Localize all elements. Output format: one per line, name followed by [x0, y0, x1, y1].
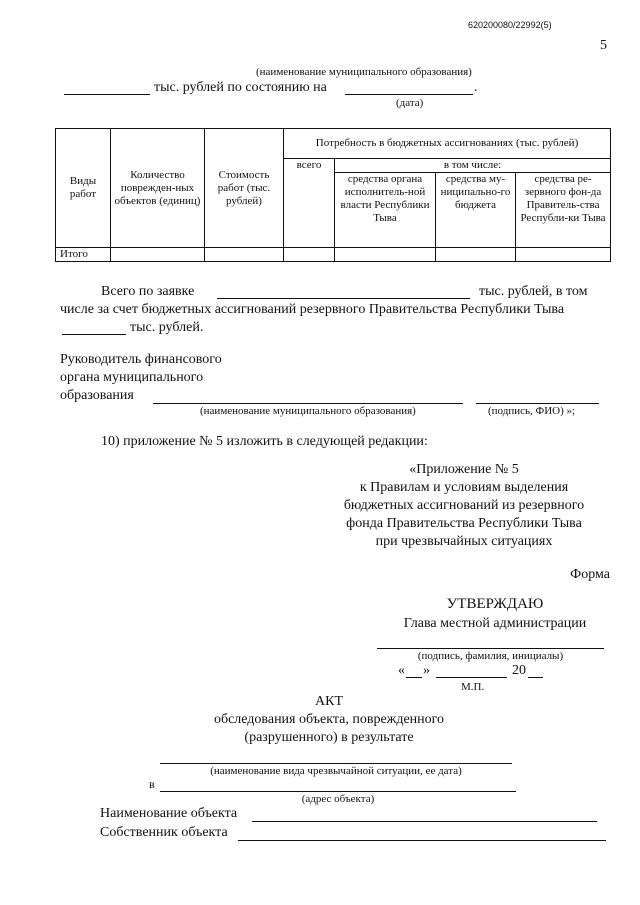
- table-cell: [205, 248, 284, 262]
- approve-stamp: М.П.: [461, 681, 485, 693]
- date-caption: (дата): [396, 97, 424, 109]
- approve-sign-line: [377, 648, 604, 649]
- date-blank-line: [345, 94, 473, 95]
- col-need: Потребность в бюджетных ассигнованиях (тыс. рублей): [284, 129, 611, 159]
- summary-blank-line: [217, 298, 470, 299]
- act-title: АКТ: [315, 694, 343, 709]
- page-number: 5: [600, 38, 607, 53]
- table-cell: [335, 248, 436, 262]
- address-line: [160, 791, 516, 792]
- table-cell: [111, 248, 205, 262]
- summary-line1-end: тыс. рублей, в том: [479, 284, 588, 299]
- act-line1: обследования объекта, поврежденного: [213, 712, 445, 727]
- emergency-line: [160, 763, 512, 764]
- appendix-header: [330, 461, 598, 551]
- appendix-line5: при чрезвычайных ситуациях: [375, 534, 553, 549]
- item-10: 10) приложение № 5 изложить в следующей редакции:: [101, 434, 428, 449]
- table-cell: [284, 248, 335, 262]
- summary-line3-end: тыс. рублей.: [130, 320, 204, 335]
- approve-subtitle: Глава местной администрации: [403, 616, 587, 631]
- amount-line-end: .: [474, 80, 478, 95]
- approve-month-line: [436, 677, 507, 678]
- amount-line-text: тыс. рублей по состоянию на: [154, 80, 327, 95]
- document-id: 620200080/22992(5): [468, 20, 552, 30]
- signature-line2: органа муниципального: [60, 370, 204, 385]
- col-including: в том числе:: [335, 159, 611, 173]
- budget-needs-table: [55, 128, 611, 262]
- col-work-types: Виды работ: [56, 129, 111, 248]
- table-cell: [516, 248, 611, 262]
- municipality-caption: (наименование муниципального образования): [256, 66, 472, 78]
- amount-blank-line: [64, 94, 150, 95]
- appendix-line4: фонда Правительства Республики Тыва: [346, 516, 582, 531]
- appendix-line3: бюджетных ассигнований из резервного: [343, 498, 585, 513]
- table-cell: [436, 248, 516, 262]
- form-label: Форма: [570, 567, 610, 582]
- owner-label: Собственник объекта: [100, 825, 228, 840]
- signature-sign-line: [476, 403, 599, 404]
- act-caption-address: (адрес объекта): [301, 793, 375, 805]
- approve-date-open: «: [398, 663, 405, 678]
- approve-title: УТВЕРЖДАЮ: [446, 596, 544, 612]
- approve-year-line: [528, 677, 543, 678]
- approve-year-prefix: 20: [512, 663, 526, 678]
- appendix-line2: к Правилам и условиям выделения: [359, 480, 569, 495]
- summary-line2: числе за счет бюджетных ассигнований резервного Правительства Республики Тыва: [60, 302, 565, 317]
- signature-caption-sign: (подпись, ФИО) »;: [488, 405, 576, 417]
- act-caption-emergency: (наименование вида чрезвычайной ситуации, ее дата): [210, 765, 462, 777]
- approve-day-line: [406, 677, 422, 678]
- table-row: [56, 248, 611, 262]
- col-total: всего: [284, 159, 335, 248]
- approve-caption: (подпись, фамилия, инициалы): [417, 650, 564, 662]
- act-line2: (разрушенного) в результате: [244, 730, 414, 745]
- signature-line3: образования: [60, 388, 134, 403]
- col-reserve-funds: средства ре-зервного фон-да Правитель-ства Республи-ки Тыва: [516, 173, 611, 248]
- summary-blank-line-2: [62, 334, 126, 335]
- object-name-label: Наименование объекта: [100, 806, 238, 821]
- approve-date-close: »: [423, 663, 430, 678]
- owner-line: [238, 840, 606, 841]
- summary-line1-start: Всего по заявке: [101, 284, 195, 299]
- total-row-label: Итого: [56, 248, 111, 262]
- col-exec-funds: средства органа исполнитель-ной власти Республики Тыва: [335, 173, 436, 248]
- col-damaged-count: Количество поврежден-ных объектов (единиц): [111, 129, 205, 248]
- object-name-line: [252, 821, 597, 822]
- act-header: [150, 693, 508, 747]
- signature-line1: Руководитель финансового: [60, 352, 222, 367]
- appendix-line1: «Приложение № 5: [409, 462, 519, 477]
- signature-municipality-line: [153, 403, 463, 404]
- col-cost: Стоимость работ (тыс. рублей): [205, 129, 284, 248]
- col-municipal-funds: средства му-ниципально-го бюджета: [436, 173, 516, 248]
- act-prefix-in: в: [149, 777, 155, 791]
- signature-caption-municipality: (наименование муниципального образования): [200, 405, 416, 417]
